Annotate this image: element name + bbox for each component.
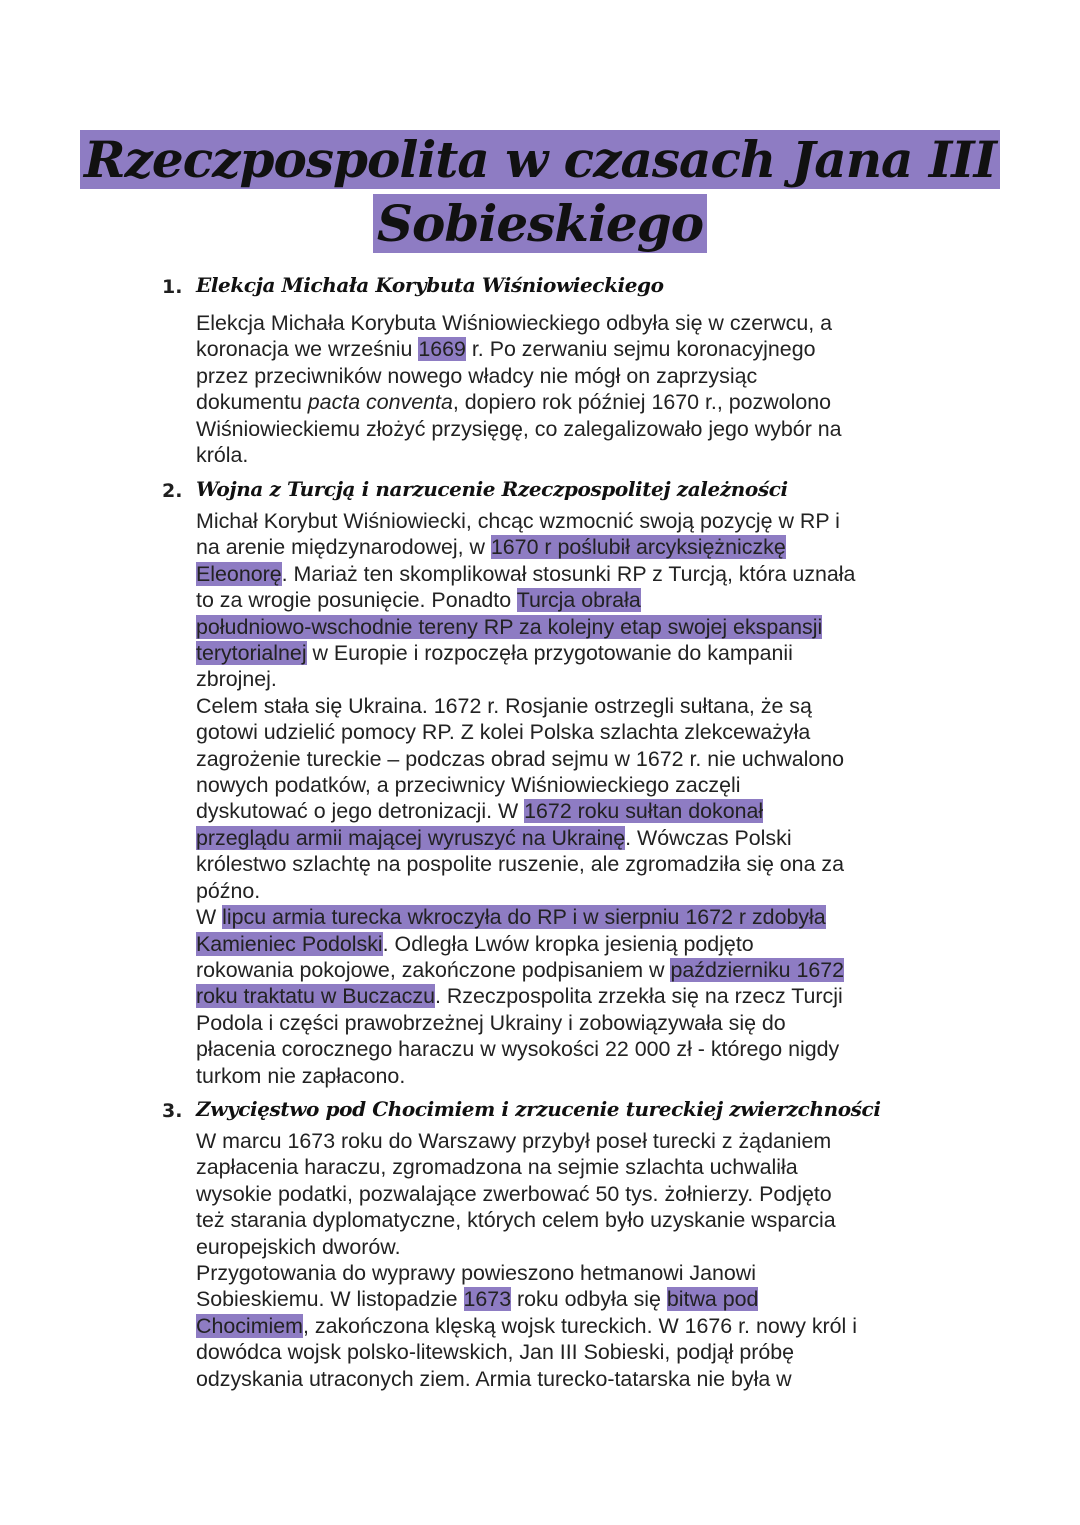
highlighted-text: 1673 xyxy=(463,1287,512,1312)
section-number: 2. xyxy=(162,480,183,502)
highlighted-text: roku traktatu w Buczaczu xyxy=(196,984,435,1009)
text-run: turkom nie zapłacono. xyxy=(196,1063,406,1088)
text-run: Podola i części prawobrzeżnej Ukrainy i zobowiązywała się do xyxy=(196,1010,786,1035)
text-line xyxy=(196,1207,956,1233)
highlighted-text: bitwa pod xyxy=(666,1287,759,1312)
text-line xyxy=(196,957,956,983)
highlighted-text: Kamieniec Podolski xyxy=(196,931,383,956)
text-line xyxy=(196,640,956,666)
text-line xyxy=(196,1181,956,1207)
text-run: to za wrogie posunięcie. Ponadto xyxy=(196,588,517,613)
text-line xyxy=(196,587,956,613)
text-line xyxy=(196,1313,956,1339)
text-run: Celem stała się Ukraina. 1672 r. Rosjanie ostrzegli sułtana, że są xyxy=(196,693,812,718)
highlighted-text: Eleonorę xyxy=(196,561,282,586)
text-line xyxy=(196,534,956,560)
text-run: dyskutować o jego detronizacji. W xyxy=(196,799,525,824)
text-run: Wiśniowieckiemu złożyć przysięgę, co zalegalizowało jego wybór na xyxy=(196,416,842,441)
text-line xyxy=(196,508,956,534)
text-run: Sobieskiemu. W listopadzie xyxy=(196,1287,464,1312)
highlighted-text: październiku 1672 xyxy=(670,957,845,982)
text-run: Michał Korybut Wiśniowiecki, chcąc wzmocnić swoją pozycję w RP i xyxy=(196,509,840,533)
text-run: . Wówczas Polski xyxy=(625,825,792,850)
highlighted-text: 1670 r poślubił arcyksiężniczkę xyxy=(490,535,786,560)
text-run: europejskich dworów. xyxy=(196,1234,401,1259)
text-run: . Odległa Lwów kropka jesienią podjęto xyxy=(382,931,754,956)
text-line xyxy=(196,1339,956,1365)
text-line xyxy=(196,416,956,442)
text-line xyxy=(196,851,956,877)
text-run: W xyxy=(196,905,223,930)
highlighted-text: terytorialnej xyxy=(196,641,307,666)
text-run: . Rzeczpospolita zrzekła się na rzecz Turcji xyxy=(434,984,843,1009)
text-run: wysokie podatki, pozwalające zwerbować 50 tys. żołnierzy. Podjęto xyxy=(196,1181,832,1206)
text-run: roku odbyła się xyxy=(511,1287,667,1312)
text-run: zapłacenia haraczu, zgromadzona na sejmie szlachta uchwaliła xyxy=(196,1155,798,1180)
text-line xyxy=(196,1260,956,1286)
text-run: , dopiero rok później 1670 r., pozwolono xyxy=(452,390,832,415)
text-line xyxy=(196,693,956,719)
text-line xyxy=(196,363,956,389)
text-run: Elekcja Michała Korybuta Wiśniowieckiego odbyła się w czerwcu, a xyxy=(196,311,833,335)
text-line xyxy=(196,1234,956,1260)
text-line xyxy=(196,746,956,772)
section-body xyxy=(196,310,956,468)
text-run: rokowania pokojowe, zakończone podpisaniem w xyxy=(196,957,671,982)
text-run: . Mariaż ten skomplikował stosunki RP z Turcją, która uznała xyxy=(281,561,856,586)
highlighted-text: południowo-wschodnie tereny RP za kolejny etap swojej ekspansji xyxy=(196,614,823,639)
text-run: też starania dyplomatyczne, których celem było uzyskanie wsparcia xyxy=(196,1208,836,1233)
highlighted-text: Chocimiem xyxy=(196,1313,303,1338)
section-number: 1. xyxy=(162,276,183,298)
text-line xyxy=(196,772,956,798)
title-line-2: Sobieskiego xyxy=(373,194,707,253)
text-line xyxy=(196,1063,956,1089)
section-body xyxy=(196,508,956,1089)
text-line xyxy=(196,931,956,957)
text-line xyxy=(196,1366,956,1392)
text-run: gotowi udzielić pomocy RP. Z kolei Polska szlachta zlekceważyła xyxy=(196,720,811,745)
text-line xyxy=(196,825,956,851)
text-run: odzyskania utraconych ziem. Armia turecko-tatarska nie była w xyxy=(196,1366,792,1391)
text-line xyxy=(196,1036,956,1062)
section-body xyxy=(196,1128,956,1392)
text-line xyxy=(196,719,956,745)
highlighted-text: 1669 xyxy=(418,337,466,362)
section-heading: Wojna z Turcją i narzucenie Rzeczpospolitej zależności xyxy=(196,477,788,501)
highlighted-text: lipcu armia turecka wkroczyła do RP i w sierpniu 1672 r zdobyła xyxy=(222,905,826,930)
text-run: królestwo szlachtę na pospolite ruszenie, ale zgromadziła się ona za xyxy=(196,852,845,877)
text-run: dokumentu xyxy=(196,390,308,415)
text-line xyxy=(196,983,956,1009)
highlighted-text: 1672 roku sułtan dokonał xyxy=(524,799,764,824)
text-line xyxy=(196,336,956,362)
text-run: nowych podatków, a przeciwnicy Wiśniowieckiego zaczęli xyxy=(196,773,741,798)
text-run: r. Po zerwaniu sejmu koronacyjnego xyxy=(465,337,816,362)
text-run: późno. xyxy=(196,878,261,903)
highlighted-text: przeglądu armii mającej wyruszyć na Ukrainę xyxy=(196,825,626,850)
text-line xyxy=(196,561,956,587)
italic-text: pacta conventa xyxy=(307,390,453,415)
text-line xyxy=(196,666,956,692)
text-run: płacenia corocznego haraczu w wysokości 22 000 zł - którego nigdy xyxy=(196,1037,840,1062)
text-run: Przygotowania do wyprawy powieszono hetmanowi Janowi xyxy=(196,1261,757,1286)
section-number: 3. xyxy=(162,1100,183,1122)
text-run: , zakończona klęską wojsk tureckich. W 1676 r. nowy król i xyxy=(302,1313,857,1338)
text-line xyxy=(196,389,956,415)
text-run: w Europie i rozpoczęła przygotowanie do kampanii xyxy=(306,641,793,666)
text-run: zagrożenie tureckie – podczas obrad sejmu w 1672 r. nie uchwalono xyxy=(196,746,845,771)
text-run: króla. xyxy=(196,443,249,468)
title-line-1: Rzeczpospolita w czasach Jana III xyxy=(80,130,1000,189)
section-heading: Zwycięstwo pod Chocimiem i zrzucenie tureckiej zwierzchności xyxy=(196,1097,881,1121)
text-run: na arenie międzynarodowej, w xyxy=(196,535,491,560)
text-line xyxy=(196,1128,956,1154)
text-line xyxy=(196,1154,956,1180)
text-line xyxy=(196,904,956,930)
text-line xyxy=(196,310,956,336)
text-run: zbrojnej. xyxy=(196,667,277,692)
text-line xyxy=(196,614,956,640)
text-run: dowódca wojsk polsko-litewskich, Jan III Sobieski, podjął próbę xyxy=(196,1340,795,1365)
text-line xyxy=(196,1010,956,1036)
text-run: przez przeciwników nowego władcy nie mógł on zaprzysiąc xyxy=(196,363,758,388)
text-run: W marcu 1673 roku do Warszawy przybył poseł turecki z żądaniem xyxy=(196,1129,832,1153)
highlighted-text: Turcja obrała xyxy=(516,588,641,613)
text-line xyxy=(196,442,956,468)
text-line xyxy=(196,878,956,904)
text-line xyxy=(196,1286,956,1312)
section-heading: Elekcja Michała Korybuta Wiśniowieckiego xyxy=(196,273,664,297)
page-title xyxy=(0,128,1080,256)
text-run: koronacja we wrześniu xyxy=(196,337,419,362)
text-line xyxy=(196,798,956,824)
